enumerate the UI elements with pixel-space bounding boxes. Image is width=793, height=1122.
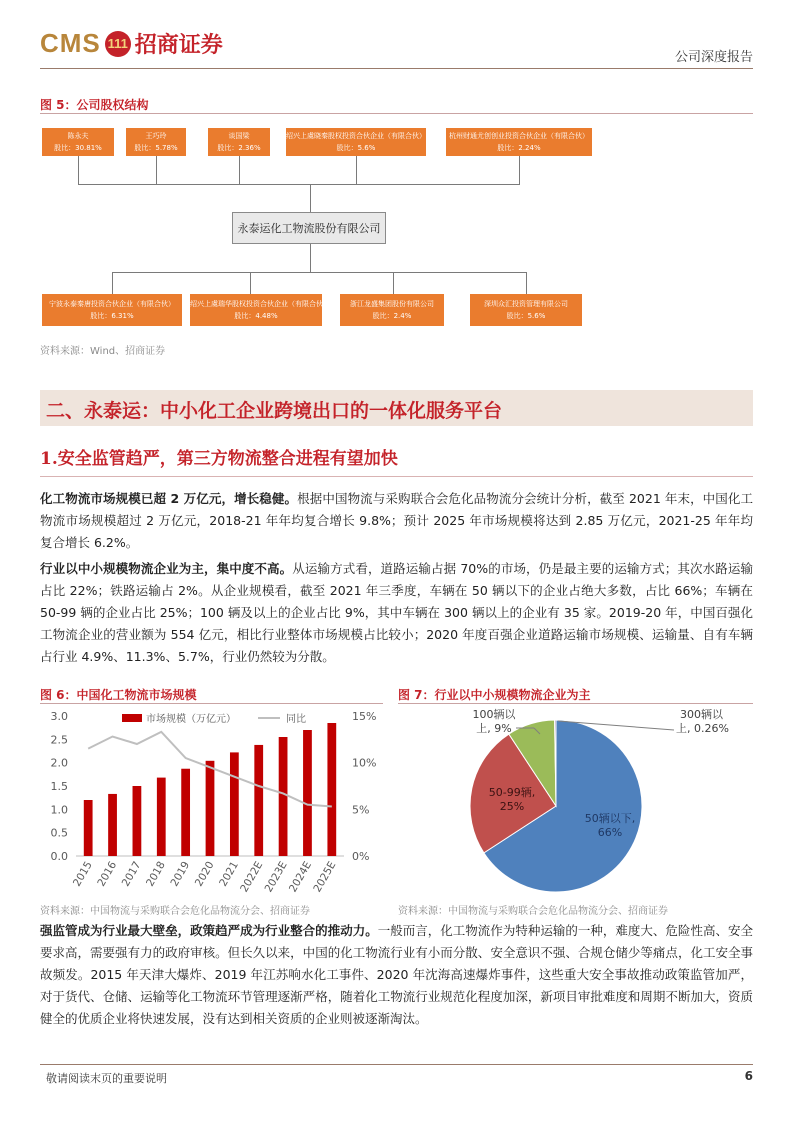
fleet-size-pie-chart — [398, 706, 753, 902]
x-tick-label: 2020 — [192, 859, 217, 889]
left-tick-label: 3.0 — [50, 710, 68, 723]
company-logo — [40, 28, 223, 59]
market-size-bar — [157, 778, 166, 856]
x-tick-label: 2022E — [238, 859, 266, 895]
pie-label-50-99-pct: 25% — [499, 800, 525, 813]
holder-name: 深圳众汇投资管理有限公司 — [484, 300, 568, 308]
x-tick-label: 2017 — [119, 859, 144, 889]
subsection-rule — [40, 476, 753, 477]
x-tick-label: 2025E — [311, 859, 339, 895]
page-number: 6 — [744, 1069, 753, 1083]
connector — [112, 272, 113, 294]
x-tick-label: 2016 — [95, 859, 120, 889]
pie-label-100plus: 100辆以 — [472, 708, 516, 721]
x-tick-label: 2015 — [71, 859, 95, 889]
top-holder-3 — [208, 128, 270, 156]
holder-share: 股比：5.6% — [506, 312, 546, 320]
x-tick-label: 2019 — [168, 859, 193, 889]
footer-disclaimer: 敬请阅读末页的重要说明 — [46, 1072, 167, 1085]
footer-divider — [40, 1064, 753, 1065]
bottom-holder-4 — [470, 294, 582, 326]
paragraph-market-size — [40, 488, 753, 554]
holder-share: 股比：5.78% — [134, 144, 178, 152]
connector — [310, 184, 311, 212]
holder-name: 浙江龙盛集团股份有限公司 — [350, 300, 434, 308]
market-size-bar — [303, 730, 312, 856]
central-company: 永泰运化工物流股份有限公司 — [232, 212, 386, 244]
x-tick-label: 2021 — [217, 859, 241, 889]
right-tick-label: 0% — [352, 850, 370, 863]
pie-label-under50-pct: 66% — [597, 826, 623, 839]
figure7-title: 图 7：行业以中小规模物流企业为主 — [398, 688, 591, 702]
figure5-title: 图 5：公司股权结构 — [40, 98, 149, 112]
subsection-title: 1.安全监管趋严，第三方物流整合进程有望加快 — [40, 449, 398, 469]
market-size-bar — [230, 752, 239, 856]
pie-label-300plus: 300辆以 — [680, 708, 723, 721]
connector — [526, 272, 527, 294]
figure5-source: 资料来源：Wind、招商证券 — [40, 346, 166, 357]
holder-share: 股比：4.48% — [234, 312, 278, 320]
legend-bar-swatch — [122, 714, 142, 722]
connector — [78, 156, 79, 184]
connector — [239, 156, 240, 184]
market-size-bar — [133, 786, 142, 856]
market-size-chart — [40, 706, 388, 902]
market-size-bar — [206, 761, 215, 856]
right-tick-label: 5% — [352, 803, 370, 817]
connector — [356, 156, 357, 184]
holder-share: 股比：30.81% — [54, 144, 102, 152]
holder-share: 股比：2.24% — [497, 144, 541, 152]
market-size-bar — [327, 723, 336, 856]
section-title: 二、永泰运：中小化工企业跨境出口的一体化服务平台 — [46, 400, 503, 422]
top-holder-4 — [286, 128, 426, 156]
left-tick-label: 2.0 — [50, 756, 68, 770]
paragraph-body: 从运输方式看，道路运输占据 70%的市场，仍是最主要的运输方式；其次水路运输占比 22%；铁路运输占 2%。从企业规模看，截至 2021 年三季度，车辆在 50 辆以下的企业占绝大多数，占比 66%；车辆在 50-99 辆的企业占比 25%；100 辆及以上的企业占比 9%，其中车辆在 300 辆以上的企业有 35 家。2019-20 年，中国百强化工物流企业的营业额为 554 亿元，相比行业整体市场规模占比较小；2020 年度百强企业道路运输市场规模、运输量、自有车辆占行业 4.9%、11.3%、5.7%，行业仍然较为分散。 — [40, 561, 753, 664]
holder-share: 股比：5.6% — [336, 144, 376, 152]
left-tick-label: 1.5 — [50, 780, 68, 793]
holder-name: 谈国梁 — [228, 132, 250, 140]
top-holder-1 — [42, 128, 114, 156]
figure6-title: 图 6：中国化工物流市场规模 — [40, 688, 197, 702]
market-size-bar — [254, 745, 263, 856]
paragraph-body: 一般而言，化工物流作为特种运输的一种，难度大、危险性高、安全要求高，需要强有力的政府审核。但长久以来，中国的化工物流行业有小而分散、安全意识不强、合规仓储少等痛点，化工安全事故频发。2015 年天津大爆炸、2019 年江苏响水化工事件、2020 年沈海高速爆炸事件，这些重大安全事故推动政策监管加严，对于货代、仓储、运输等化工物流环节管理逐渐严格，随着化工物流行业规范化程度加深，新项目审批难度和周期不断加大，资质健全的优质企业将快速发展，没有达到相关资质的企业则被逐渐淘汰。 — [40, 923, 753, 1026]
paragraph-body: 根据中国物流与采购联合会危化品物流分会统计分析，截至 2021 年末，中国化工物流市场规模超过 2 万亿元，2018-21 年年均复合增长 9.8%；预计 2025 年市场规模将达到 2.85 万亿元，2021-25 年年均复合增长 6.2%。 — [40, 491, 754, 550]
bottom-holder-3 — [340, 294, 444, 326]
connector — [250, 272, 251, 294]
paragraph-regulation — [40, 920, 753, 1030]
connector — [112, 272, 526, 273]
pie-label-50-99: 50-99辆, — [488, 786, 536, 799]
paragraph-industry-structure — [40, 558, 753, 668]
holder-name: 绍兴上虞晓秦股权投资合伙企业（有限合伙） — [286, 132, 426, 140]
legend-line-label: 同比 — [286, 714, 306, 725]
right-tick-label: 10% — [352, 756, 377, 770]
connector — [78, 184, 520, 185]
right-tick-label: 15% — [352, 710, 377, 723]
holder-name: 宁波永泰秦唐投资合伙企业（有限合伙） — [49, 300, 175, 308]
report-type: 公司深度报告 — [674, 50, 753, 65]
connector — [519, 156, 520, 184]
left-tick-label: 0.5 — [50, 826, 68, 840]
bottom-holder-2 — [190, 294, 330, 326]
market-size-bar — [84, 800, 93, 856]
top-holder-5 — [446, 128, 592, 156]
figure6-source: 资料来源：中国物流与采购联合会危化品物流分会、招商证券 — [40, 906, 310, 917]
holder-name: 王巧玲 — [145, 132, 167, 140]
left-tick-label: 1.0 — [50, 803, 68, 817]
holder-share: 股比：6.31% — [90, 312, 134, 320]
x-tick-label: 2024E — [286, 859, 315, 895]
pie-label-under50: 50辆以下, — [584, 812, 636, 825]
connector — [310, 244, 311, 272]
x-tick-label: 2018 — [144, 859, 168, 889]
figure5-title-rule — [40, 113, 753, 114]
paragraph-lead: 行业以中小规模物流企业为主，集中度不高。 — [40, 561, 293, 576]
paragraph-lead: 化工物流市场规模已超 2 万亿元，增长稳健。 — [40, 491, 298, 506]
market-size-bar — [108, 794, 117, 856]
bottom-holder-1 — [42, 294, 182, 326]
holder-name: 绍兴上虞瑞华股权投资合伙企业（有限合伙） — [190, 300, 330, 308]
top-holder-2 — [126, 128, 186, 156]
holder-share: 股比：2.36% — [217, 144, 261, 152]
header-divider — [40, 68, 753, 69]
logo-mark-icon: 111 — [105, 31, 131, 57]
pie-label-100plus-pct: 上, 9% — [476, 722, 512, 735]
connector — [393, 272, 394, 294]
left-tick-label: 2.5 — [50, 733, 68, 747]
figure7-source: 资料来源：中国物流与采购联合会危化品物流分会、招商证券 — [398, 906, 668, 917]
legend-bar-label: 市场规模（万亿元） — [146, 714, 236, 725]
holder-name: 杭州财通尤创创业投资合伙企业（有限合伙） — [449, 132, 589, 140]
holder-name: 陈永夫 — [67, 132, 89, 140]
x-tick-label: 2023E — [262, 859, 290, 895]
pie-label-300plus-pct: 上, 0.26% — [676, 722, 729, 735]
logo-cms-text: CMS — [40, 28, 101, 58]
figure6-title-rule — [40, 703, 383, 704]
logo-cn-text: 招商证券 — [134, 32, 223, 58]
left-tick-label: 0.0 — [50, 850, 68, 863]
holder-share: 股比：2.4% — [372, 312, 412, 320]
market-size-bar — [279, 737, 288, 856]
market-size-bar — [181, 769, 190, 856]
connector — [156, 156, 157, 184]
paragraph-lead: 强监管成为行业最大壁垒，政策趋严成为行业整合的推动力。 — [40, 923, 378, 938]
figure7-title-rule — [398, 703, 753, 704]
